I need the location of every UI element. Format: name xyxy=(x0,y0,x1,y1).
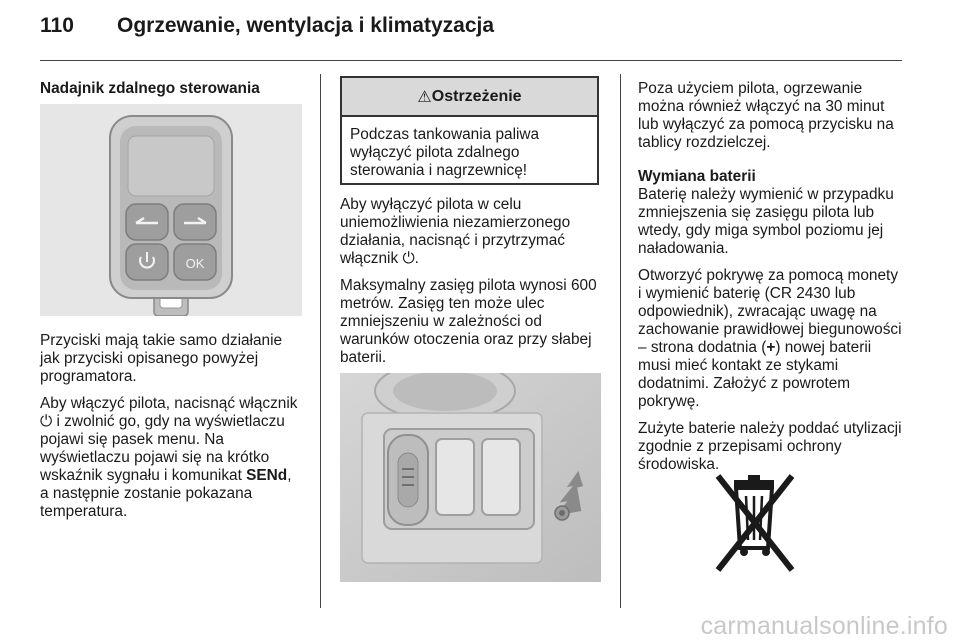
warning-icon: ⚠ xyxy=(417,88,432,106)
watermark: carmanualsonline.info xyxy=(700,612,948,640)
dashboard-switch-image xyxy=(340,373,601,582)
column-2-text xyxy=(340,196,602,376)
warning-title: Ostrzeżenie xyxy=(431,87,522,105)
plus-icon: + xyxy=(766,339,776,356)
header-divider xyxy=(40,60,902,61)
send-message: SENd xyxy=(246,467,288,484)
column-divider-2 xyxy=(620,74,621,608)
warning-text: Podczas tankowania paliwa wyłączyć pilota zdalnego sterowania i nagrzewnicę! xyxy=(350,126,540,179)
power-icon: ⏻ xyxy=(40,413,53,430)
paragraph-buttons: Przyciski mają takie samo działanie jak przyciski opisanego powyżej programatora. xyxy=(40,332,283,385)
column-1 xyxy=(40,80,302,98)
column-1-text xyxy=(40,332,304,530)
warning-header xyxy=(342,78,597,117)
paragraph-battery-disposal: Zużyte baterie należy poddać utylizacji zgodnie z przepisami ochrony środowiska. xyxy=(638,420,902,473)
paragraph-battery-replace: Otworzyć pokrywę za pomocą monety i wymienić baterię (CR 2430 lub odpowiednik), zwracając uwagę na zachowanie prawidłowej biegunowości – strona dodatnia (+) nowej baterii musi mieć kontakt ze stykami dodatnimi. Założyć z powrotem pokrywę. xyxy=(638,267,902,410)
paragraph-switch-on: Aby włączyć pilota, nacisnąć włącznik ⏻ i zwolnić go, gdy na wyświetlaczu pojawi się pasek menu. Na wyświetlaczu pojawi się na krótko wskaźnik sygnału i komunikat SENd, a następnie zostanie pokazana temperatura. xyxy=(40,395,298,520)
paragraph-switch-off: Aby wyłączyć pilota w celu uniemożliwienia niezamierzonego działania, nacisnąć i przytrzymać włącznik ⏻. xyxy=(340,196,571,267)
ok-key-label: OK xyxy=(185,256,205,271)
dashboard-button-photo xyxy=(340,373,601,582)
paragraph-range: Maksymalny zasięg pilota wynosi 600 metrów. Zasięg ten może ulec zmniejszeniu w zależności od warunków otoczenia oraz przy słabej baterii. xyxy=(340,277,597,366)
paragraph-battery-when: Baterię należy wymienić w przypadku zmniejszenia się zasięgu pilota lub wtedy, gdy miga symbol poziomu jej naładowania. xyxy=(638,186,894,257)
warning-box xyxy=(340,76,599,185)
section-heading-battery: Wymiana baterii xyxy=(638,168,756,185)
chapter-title: Ogrzewanie, wentylacja i klimatyzacja xyxy=(117,14,495,37)
crossed-out-bin-icon xyxy=(712,470,798,578)
remote-control-illustration xyxy=(40,104,302,316)
column-3-text xyxy=(638,80,903,483)
section-heading-remote: Nadajnik zdalnego sterowania xyxy=(40,80,260,97)
column-divider-1 xyxy=(320,74,321,608)
remote-control-image xyxy=(40,104,302,316)
page-number: 110 xyxy=(40,14,74,37)
paragraph-dashboard-button: Poza użyciem pilota, ogrzewanie można również włączyć na 30 minut lub wyłączyć za pomocą przycisku na tablicy rozdzielczej. xyxy=(638,80,894,151)
power-icon: ⏻ xyxy=(402,250,415,267)
